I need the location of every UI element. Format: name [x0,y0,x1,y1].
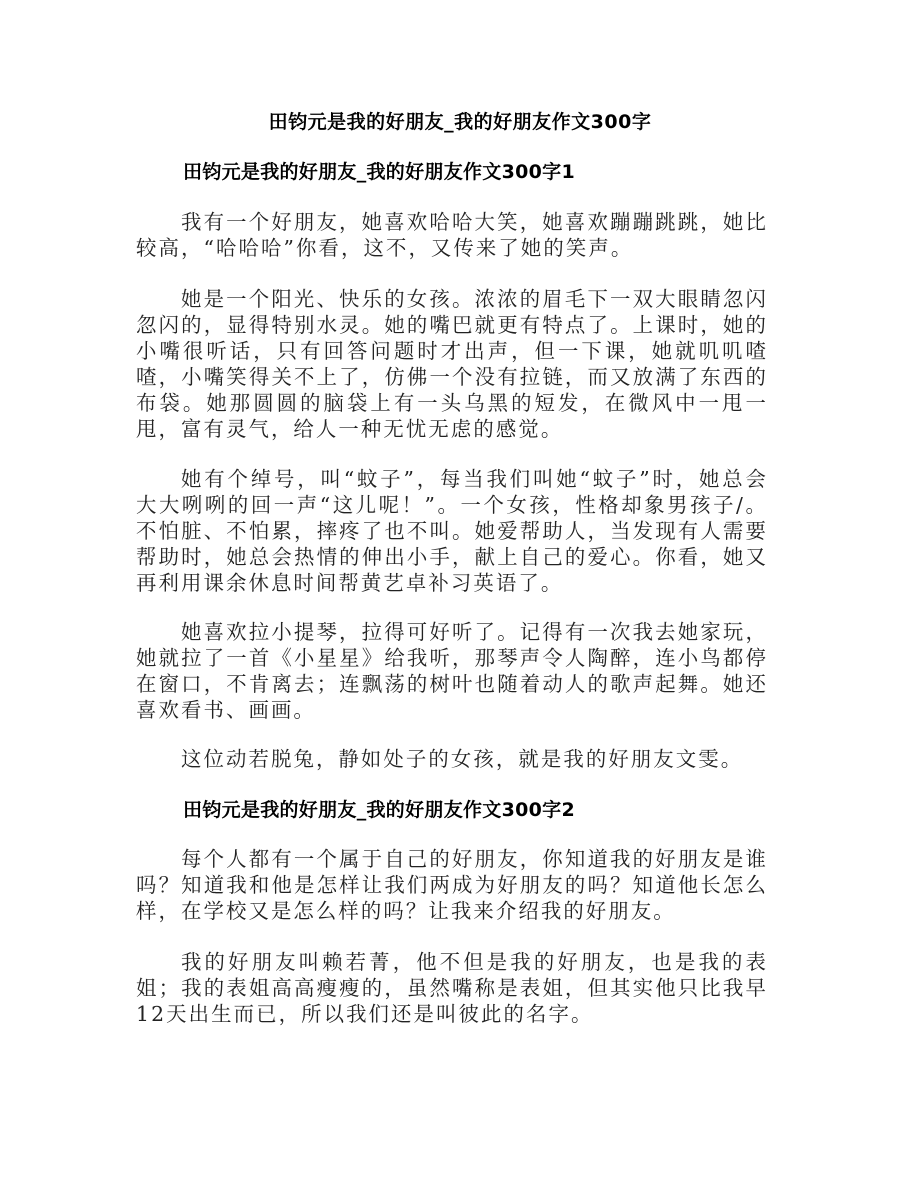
section-heading-1: 田钧元是我的好朋友_我的好朋友作文300字1 [183,161,575,183]
section-heading-2: 田钧元是我的好朋友_我的好朋友作文300字2 [183,799,575,821]
paragraph: 我的好朋友叫赖若菁，他不但是我的好朋友，也是我的表姐；我的表姐高高瘦瘦的，虽然嘴称是表姐，但其实他只比我早12天出生而已，所以我们还是叫彼此的名字。 [136,950,768,1026]
paragraph: 每个人都有一个属于自己的好朋友，你知道我的好朋友是谁吗？知道我和他是怎样让我们两成为好朋友的吗？知道他长怎么样，在学校又是怎么样的吗？让我来介绍我的好朋友。 [136,847,768,923]
paragraph: 她是一个阳光、快乐的女孩。浓浓的眉毛下一双大眼睛忽闪忽闪的，显得特别水灵。她的嘴巴就更有特点了。上课时，她的小嘴很听话，只有回答问题时才出声，但一下课，她就叽叽喳喳，小嘴笑得关不上了，仿佛一个没有拉链，而又放满了东西的布袋。她那圆圆的脑袋上有一头乌黑的短发，在微风中一甩一甩，富有灵气，给人一种无忧无虑的感觉。 [136,287,768,441]
paragraph: 她喜欢拉小提琴，拉得可好听了。记得有一次我去她家玩，她就拉了一首《小星星》给我听，那琴声令人陶醉，连小鸟都停在窗口，不肯离去；连飘荡的树叶也随着动人的歌声起舞。她还喜欢看书、画画。 [136,620,768,722]
paragraph: 她有个绰号，叫“蚊子”，每当我们叫她“蚊子”时，她总会大大咧咧的回一声“这儿呢！”。一个女孩，性格却象男孩子/。不怕脏、不怕累，摔疼了也不叫。她爱帮助人，当发现有人需要帮助时，她总会热情的伸出小手，献上自己的爱心。你看，她又再利用课余休息时间帮黄艺卓补习英语了。 [136,467,768,595]
document-title: 田钧元是我的好朋友_我的好朋友作文300字 [268,111,652,133]
paragraph: 我有一个好朋友，她喜欢哈哈大笑，她喜欢蹦蹦跳跳，她比较高，“哈哈哈”你看，这不，又传来了她的笑声。 [136,210,768,260]
paragraph: 这位动若脱兔，静如处子的女孩，就是我的好朋友文雯。 [181,747,744,771]
